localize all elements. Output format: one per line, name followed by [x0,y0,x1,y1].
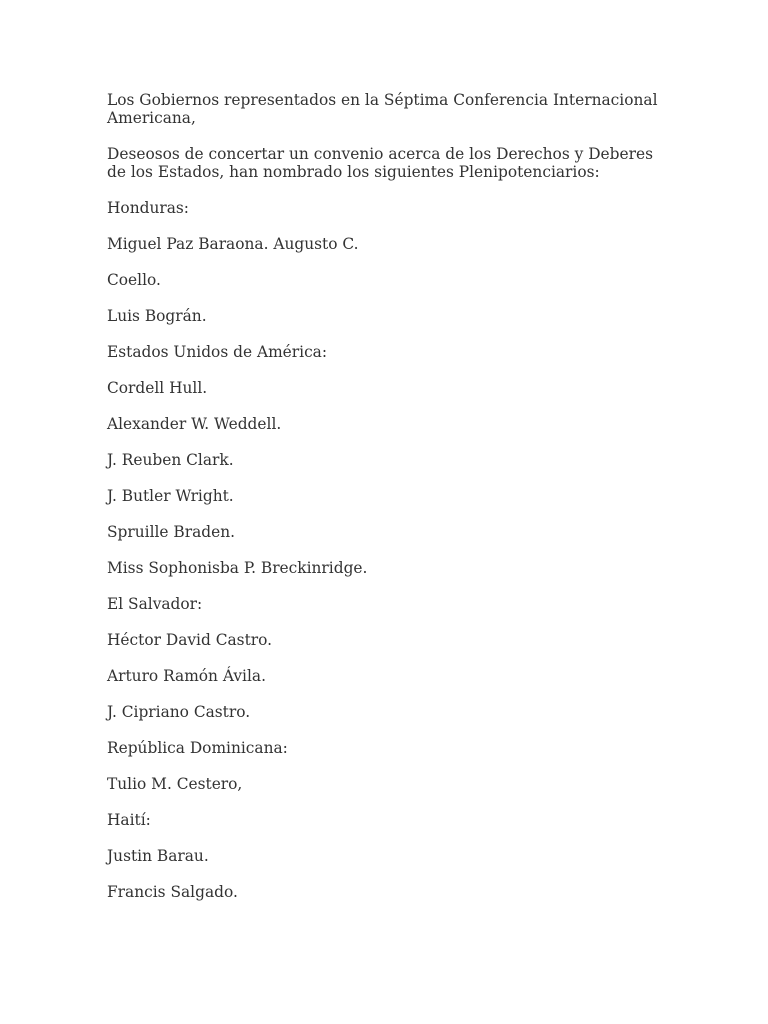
delegate-name: Spruille Braden. [107,523,236,541]
delegate-name: Tulio M. Cestero, [107,775,243,793]
preamble-paragraph: Los Gobiernos representados en la Séptima Conferencia Internacional Americana, [107,91,658,127]
country-heading: El Salvador: [107,595,203,613]
preamble-paragraph: Deseosos de concertar un convenio acerca de los Derechos y Deberes de los Estados, han nombrado los siguientes Plenipotenciarios: [107,145,653,181]
delegate-name: Héctor David Castro. [107,631,273,649]
delegate-name: Luis Bográn. [107,307,207,325]
delegate-name: J. Cipriano Castro. [107,703,251,721]
delegate-name: Coello. [107,271,161,289]
country-heading: República Dominicana: [107,739,288,757]
country-heading: Estados Unidos de América: [107,343,328,361]
delegate-name: Arturo Ramón Ávila. [107,667,266,685]
delegate-name: Cordell Hull. [107,379,208,397]
country-heading: Honduras: [107,199,189,217]
delegate-name: J. Reuben Clark. [107,451,234,469]
country-heading: Haití: [107,811,151,829]
delegate-name: Miss Sophonisba P. Breckinridge. [107,559,368,577]
document-body [107,91,667,919]
delegate-name: Alexander W. Weddell. [107,415,282,433]
delegate-name: J. Butler Wright. [107,487,234,505]
delegate-name: Justin Barau. [107,847,209,865]
delegate-name: Miguel Paz Baraona. Augusto C. [107,235,359,253]
delegate-name: Francis Salgado. [107,883,238,901]
